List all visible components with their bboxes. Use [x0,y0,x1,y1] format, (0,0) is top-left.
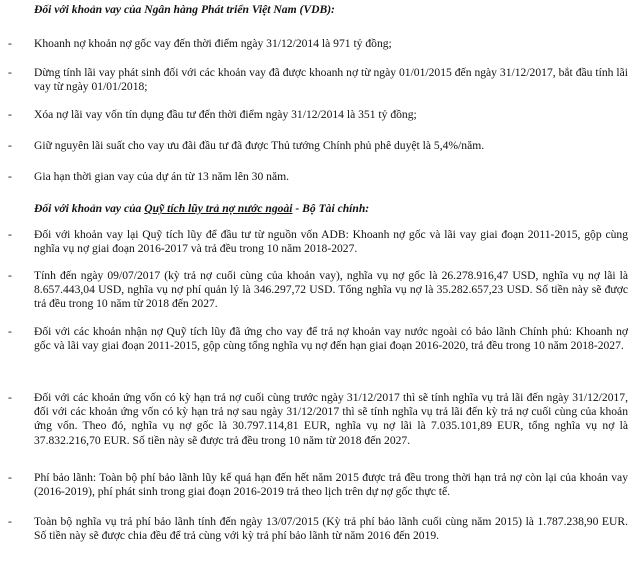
bullet-dash: - [8,391,12,404]
bullet-dash: - [8,325,12,338]
list-item-text: Toàn bộ nghĩa vụ trả phí bảo lãnh tính đến ngày 13/07/2015 (Kỳ trả phí bảo lãnh cuối cùng năm 2015) là 1.787.238,90 EUR. Số tiền này sẽ được chia đều để trả cùng với kỳ trả phí bảo lãnh từ năm 2016 đến 2019. [34,515,628,543]
list-item-text: Giữ nguyên lãi suất cho vay ưu đãi đầu tư đã được Thủ tướng Chính phủ phê duyệt là 5,4%/năm. [34,139,485,152]
section-heading-vdb [34,3,335,17]
section-heading-debt-fund [34,202,369,216]
list-item-text: Gia hạn thời gian vay của dự án từ 13 năm lên 30 năm. [34,170,290,183]
bullet-dash: - [8,515,12,528]
heading-underlined-phrase: Quỹ tích lũy trả nợ nước ngoài [144,202,293,215]
bullet-dash: - [8,37,12,50]
bullet-dash: - [8,108,12,121]
bullet-dash: - [8,66,12,79]
list-item-text: Khoanh nợ khoản nợ gốc vay đến thời điểm ngày 31/12/2014 là 971 tỷ đồng; [34,37,392,50]
list-item-text: Xóa nợ lãi vay vốn tín dụng đầu tư đến thời điểm ngày 31/12/2014 là 351 tỷ đồng; [34,108,417,121]
bullet-dash: - [8,139,12,152]
bullet-dash: - [8,228,12,241]
list-item-text: Đối với khoản vay lại Quỹ tích lũy để đầu tư từ nguồn vốn ADB: Khoanh nợ gốc và lãi vay giai đoạn 2011-2015, gộp cùng nghĩa vụ nợ giai đoạn 2016-2017 và trả đều trong 10 năm 2018-2027. [34,228,628,256]
bullet-dash: - [8,471,12,484]
section-heading-debt-fund-text: Đối với khoản vay của Quỹ tích lũy trả nợ nước ngoài - Bộ Tài chính: [34,202,370,215]
list-item-text: Dừng tính lãi vay phát sinh đối với các khoản vay đã được khoanh nợ từ ngày 01/01/2015 đến ngày 31/12/2017, bắt đầu tính lãi vay từ ngày 01/01/2018; [34,66,628,94]
list-item-text: Tính đến ngày 09/07/2017 (kỳ trả nợ cuối cùng của khoản vay), nghĩa vụ nợ gốc là 26.278.916,47 USD, nghĩa vụ nợ lãi là 8.657.443,04 USD, nghĩa vụ nợ phí quản lý là 346.297,72 USD. Tổng nghĩa vụ nợ là 35.282.657,23 USD. Số tiền này sẽ được trả đều trong 10 năm từ 2018 đến 2027. [34,269,628,311]
bullet-dash: - [8,269,12,282]
list-item-text: Đối với các khoản ứng vốn có kỳ hạn trả nợ cuối cùng trước ngày 31/12/2017 thì sẽ tính nghĩa vụ trả lãi đến ngày 31/12/2017, đối với các khoản ứng vốn có kỳ hạn trả nợ sau ngày 31/12/2017 thì sẽ tính nghĩa vụ trả lãi đến kỳ trả nợ cuối cùng của khoản ứng vốn. Theo đó, nghĩa vụ nợ gốc là 30.797.114,81 EUR, nghĩa vụ nợ lãi là 7.035.101,89 EUR, tổng nghĩa vụ nợ là 37.832.216,70 EUR. Số tiền này sẽ được trả đều trong 10 năm từ 2018 đến 2027. [34,391,628,447]
list-item-text: Đối với các khoản nhận nợ Quỹ tích lũy đã ứng cho vay để trả nợ khoản vay nước ngoài có bảo lãnh Chính phủ: Khoanh nợ gốc và lãi vay giai đoạn 2011-2015, gộp cùng tổng nghĩa vụ nợ đến hạn giai đoạn 2016-2020, trả đều trong 10 năm 2018-2027. [34,325,628,353]
bullet-dash: - [8,170,12,183]
list-item-text: Phí bảo lãnh: Toàn bộ phí bảo lãnh lũy kế quá hạn đến hết năm 2015 được trả đều trong thời hạn trả nợ còn lại của khoản vay (2016-2019), phí phát sinh trong giai đoạn 2016-2019 trả theo lịch trên dự nợ gốc thực tế. [34,471,628,499]
section-heading-vdb-text: Đối với khoản vay của Ngân hàng Phát triển Việt Nam (VDB): [34,3,335,16]
